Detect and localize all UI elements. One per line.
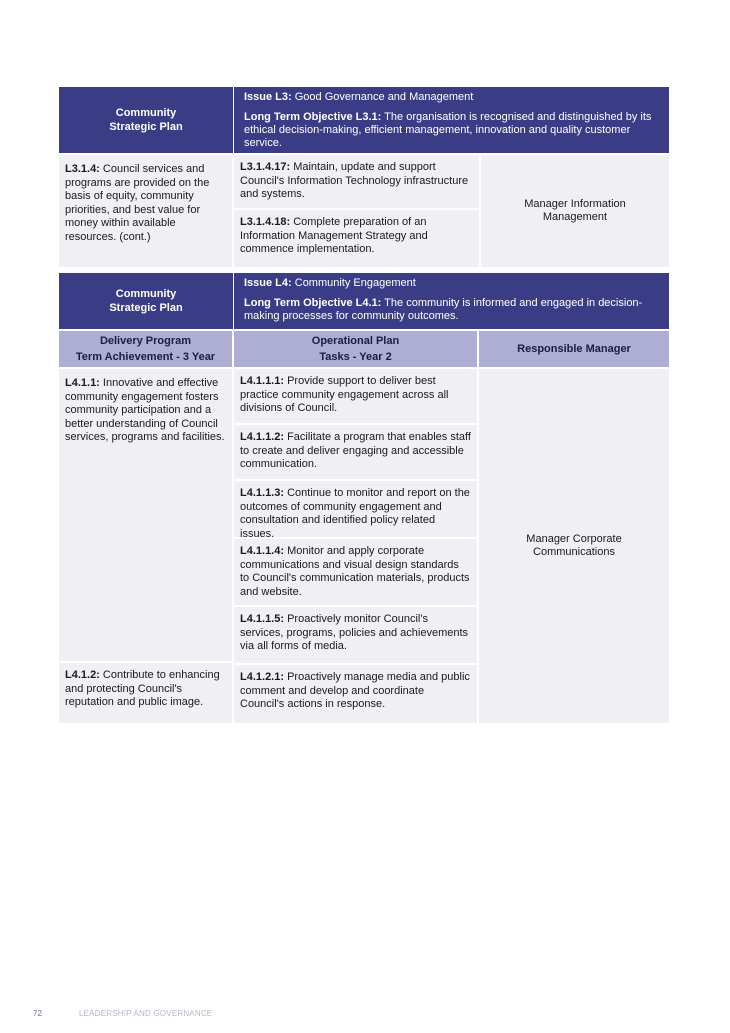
responsible-manager: Manager Corporate Communications [479,369,669,723]
issue-title: Issue L3: Good Governance and Management [244,91,474,103]
task-item: L3.1.4.18: Complete preparation of an Information Management Strategy and commence implementation. [234,210,479,267]
task-item: L3.1.4.17: Maintain, update and support Council's Information Technology infrastructure and systems. [234,155,479,210]
col-header-operational: Operational Plan Tasks - Year 2 [234,331,479,367]
responsible-manager: Manager Information Management [481,155,669,267]
csp-header: Community Strategic Plan [59,273,234,329]
table-l3 [59,87,669,267]
task-item: L4.1.1.3: Continue to monitor and report on the outcomes of community engagement and consultation and identified policy related issues. [234,481,477,539]
page-footer [33,1009,213,1018]
tasks-column [234,369,479,723]
task-item: L4.1.1.5: Proactively monitor Council's services, programs, policies and achievements via all forms of media. [234,607,477,665]
term-achievement: L4.1.2: Contribute to enhancing and protecting Council's reputation and public image. [59,663,232,723]
issue-title: Issue L4: Community Engagement [244,277,416,289]
task-item: L4.1.1.4: Monitor and apply corporate communications and visual design standards to Council's communication materials, products and website. [234,539,477,607]
objective-text: Long Term Objective L4.1: The community is informed and engaged in decision-making processes for community outcomes. [244,297,643,322]
issue-block [234,273,669,329]
term-achievement: L3.1.4: Council services and programs are provided on the basis of equity, community priorities, and best value for money within available resources. (cont.) [59,155,234,267]
table-l3-header [59,87,669,153]
csp-header: Community Strategic Plan [59,87,234,153]
table-l4-body [59,369,669,723]
column-headers [59,329,669,369]
tasks-column [234,155,481,267]
table-l3-body [59,153,669,267]
terms-column [59,369,234,723]
objective-text: Long Term Objective L3.1: The organisation is recognised and distinguished by its ethical decision-making, efficient management, innovation and quality customer service. [244,111,652,149]
task-item: L4.1.1.1: Provide support to deliver best practice community engagement across all divisions of Council. [234,369,477,425]
table-l4 [59,273,669,723]
task-item: L4.1.2.1: Proactively manage media and public comment and develop and coordinate Council's actions in response. [234,665,477,723]
task-item: L4.1.1.2: Facilitate a program that enables staff to create and deliver engaging and accessible communication. [234,425,477,481]
page-number: 72 [33,1009,42,1018]
col-header-delivery: Delivery Program Term Achievement - 3 Year [59,331,234,367]
section-label: LEADERSHIP AND GOVERNANCE [79,1009,213,1018]
term-achievement: L4.1.1: Innovative and effective community engagement fosters community participation and a better understanding of Council services, programs and facilities. [59,369,232,663]
issue-block [234,87,669,153]
table-l4-header [59,273,669,329]
col-header-manager: Responsible Manager [517,343,631,355]
